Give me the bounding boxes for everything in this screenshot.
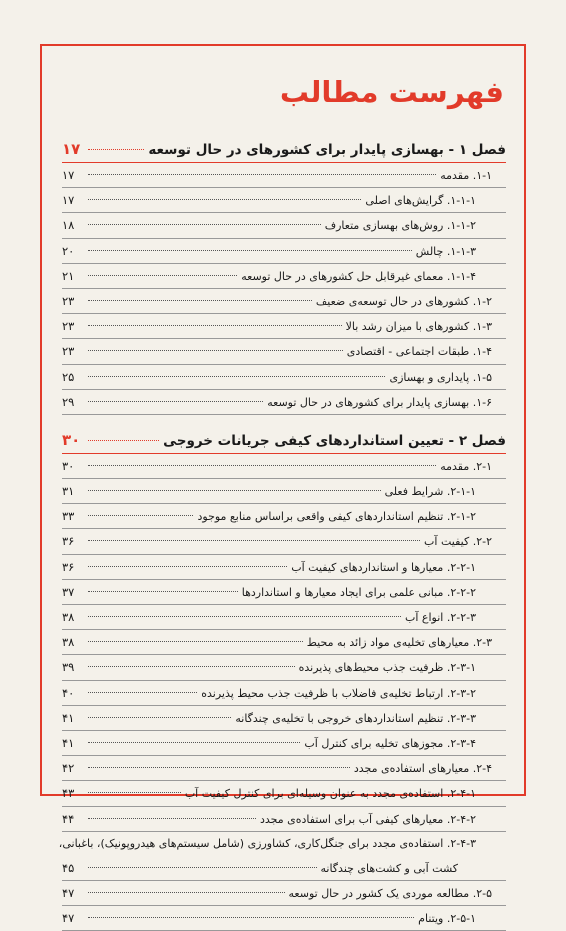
toc-entry-text: ۱-۳. کشورهای با میزان رشد بالا [345, 320, 492, 334]
toc-entry-text: ۱-۱-۳. چالش [415, 244, 476, 258]
toc-entry[interactable] [62, 681, 506, 706]
dot-leader [88, 591, 238, 592]
toc-entry-text: ۲-۴-۳. استفاده‌ی مجدد برای جنگل‌کاری، کشاورزی (شامل سیستم‌های هیدروپونیک)، باغبانی، [58, 836, 476, 850]
toc-entry-page-number: ۱۷ [62, 168, 75, 182]
toc-entry[interactable] [62, 239, 506, 264]
dot-leader [88, 892, 285, 893]
toc-entry[interactable] [62, 756, 506, 781]
toc-entry[interactable] [62, 529, 506, 554]
toc-entry-page-number: ۴۴ [62, 811, 75, 826]
toc-entry-text: ۲-۱-۱. شرایط فعلی [384, 485, 476, 499]
toc-entry[interactable] [62, 807, 506, 832]
toc-entry-page-number: ۲۳ [62, 293, 75, 308]
toc-entry-page-number: ۴۲ [62, 761, 75, 776]
toc-entry-text: ۲-۳-۳. تنظیم استانداردهای خروجی با تخلیه‌ی چندگانه [235, 711, 476, 725]
toc-entry[interactable] [62, 630, 506, 655]
toc-entry[interactable] [62, 706, 506, 731]
toc-entry-text: ۱-۱-۱. گرایش‌های اصلی [365, 194, 476, 208]
toc-entry[interactable] [62, 213, 506, 238]
toc-entry-text: ۲-۳. معیارهای تخلیه‌ی مواد زائد به محیط [306, 636, 492, 650]
toc-entry-text: ۲-۲-۲. مبانی علمی برای ایجاد معیارها و استانداردها [241, 585, 476, 599]
toc-entry-page-number: ۴۷ [62, 886, 75, 901]
toc-entry-page-number: ۴۷ [62, 911, 75, 926]
dot-leader [88, 742, 300, 743]
toc-entry-text: ۱-۱-۲. روش‌های بهسازی متعارف [324, 219, 476, 233]
toc-entry[interactable] [62, 856, 506, 881]
toc-entry-page-number: ۴۳ [62, 786, 75, 801]
toc-entry-text: ۲-۳-۱. ظرفیت جذب محیط‌های پذیرنده [298, 661, 476, 675]
toc-entry-text: ۲-۴-۱. استفاده‌ی مجدد به عنوان وسیله‌ای برای کنترل کیفیت آب [184, 787, 476, 801]
toc-entry-text: ۲-۴. معیارهای استفاده‌ی مجدد [353, 762, 492, 776]
dot-leader [88, 666, 295, 667]
toc-entry-text: ۲-۲. کیفیت آب [424, 535, 492, 549]
toc-entry-page-number: ۱۸ [62, 218, 75, 233]
dot-leader [88, 250, 412, 251]
dot-leader [88, 149, 144, 150]
toc-entry-text: ۲-۳-۲. ارتباط تخلیه‌ی فاضلاب با ظرفیت جذب محیط پذیرنده [201, 686, 476, 700]
toc-entry-page-number: ۴۱ [62, 710, 75, 725]
dot-leader [88, 616, 401, 617]
toc-entry-text: ۱-۵. پایداری و بهسازی [389, 370, 492, 384]
dot-leader [88, 401, 263, 402]
toc-entry-page-number: ۳۶ [62, 534, 75, 549]
toc-entry[interactable] [62, 781, 506, 806]
chapter-page-number: ۱۷ [62, 140, 81, 158]
toc-entry[interactable] [62, 605, 506, 630]
toc-title: فهرست مطالب [279, 75, 504, 109]
toc-entry-page-number: ۱۷ [62, 193, 75, 208]
toc-entry-page-number: ۲۱ [62, 268, 75, 283]
toc-entry[interactable] [62, 289, 506, 314]
toc-entry-text: ۲-۵. مطالعه موردی یک کشور در حال توسعه [288, 887, 492, 901]
toc-entry-page-number: ۳۱ [62, 484, 75, 499]
toc-entry-page-number: ۳۳ [62, 509, 75, 524]
toc-entry-text: ۲-۱-۲. تنظیم استانداردهای کیفی واقعی براساس منابع موجود [197, 510, 476, 524]
toc-entry[interactable] [62, 339, 506, 364]
chapter-title: فصل ۲ - تعیین استانداردهای کیفی جریانات خروجی [163, 432, 506, 449]
toc-entry[interactable] [62, 906, 506, 931]
toc-entry-text: ۲-۱. مقدمه [440, 459, 492, 473]
toc-entry[interactable] [62, 479, 506, 504]
chapter-heading[interactable] [62, 140, 506, 163]
dot-leader [88, 174, 436, 175]
toc-entry-page-number: ۴۱ [62, 735, 75, 750]
dot-leader [88, 376, 385, 377]
toc-entry-page-number: ۴۰ [62, 685, 75, 700]
toc-entry-page-number: ۴۵ [62, 860, 75, 875]
toc-entry[interactable] [62, 454, 506, 479]
dot-leader [88, 917, 414, 918]
dot-leader [88, 566, 287, 567]
toc-entry[interactable] [62, 881, 506, 906]
toc-entry-page-number: ۲۵ [62, 369, 75, 384]
toc-entry-page-number: ۲۰ [62, 243, 75, 258]
toc-entry[interactable] [62, 188, 506, 213]
toc-entry[interactable] [58, 832, 506, 856]
toc-entry[interactable] [62, 504, 506, 529]
dot-leader [88, 692, 197, 693]
dot-leader [88, 300, 312, 301]
toc-entry-text: ۱-۱-۴. معمای غیرقابل حل کشورهای در حال توسعه [241, 269, 476, 283]
dot-leader [88, 275, 237, 276]
toc-entry-text: ۲-۲-۱. معیارها و استانداردهای کیفیت آب [291, 560, 476, 574]
toc-entry-text: ۱-۴. طبقات اجتماعی - اقتصادی [346, 345, 492, 359]
dot-leader [88, 717, 231, 718]
dot-leader [88, 199, 361, 200]
dot-leader [88, 641, 303, 642]
toc-entry[interactable] [62, 314, 506, 339]
toc-entry[interactable] [62, 163, 506, 188]
toc-entry[interactable] [62, 580, 506, 605]
dot-leader [88, 224, 321, 225]
toc-entry-page-number: ۳۸ [62, 635, 75, 650]
toc-entry[interactable] [62, 731, 506, 756]
toc-entry-text: ۲-۳-۴. مجوزهای تخلیه برای کنترل آب [304, 736, 476, 750]
toc-entry[interactable] [62, 655, 506, 680]
toc-entry-text: ۲-۵-۱. ویتنام [418, 912, 476, 926]
toc-entry-text: ۱-۲. کشورهای در حال توسعه‌ی ضعیف [315, 294, 492, 308]
toc-entry-page-number: ۲۳ [62, 344, 75, 359]
toc-entry[interactable] [62, 390, 506, 415]
toc-content [58, 72, 506, 931]
dot-leader [88, 792, 181, 793]
toc-entry-page-number: ۲۹ [62, 394, 75, 409]
dot-leader [88, 465, 436, 466]
dot-leader [88, 540, 420, 541]
toc-entry-text: ۲-۴-۲. معیارهای کیفی آب برای استفاده‌ی مجدد [259, 812, 476, 826]
dot-leader [88, 325, 342, 326]
toc-entry-page-number: ۲۳ [62, 319, 75, 334]
dot-leader [88, 490, 381, 491]
chapter-heading[interactable] [62, 431, 506, 454]
toc-entry[interactable] [62, 365, 506, 390]
dot-leader [88, 867, 317, 868]
toc-list [58, 140, 506, 931]
chapter-title: فصل ۱ - بهسازی پایدار برای کشورهای در حال توسعه [148, 142, 506, 158]
toc-entry-text: ۱-۱. مقدمه [440, 169, 492, 182]
toc-entry[interactable] [62, 264, 506, 289]
toc-entry-text: ۲-۲-۳. انواع آب [405, 611, 476, 624]
toc-entry-text: کشت آبی و کشت‌های چندگانه [320, 861, 458, 875]
toc-entry-page-number: ۳۹ [62, 660, 75, 675]
chapter-gap [62, 415, 506, 431]
dot-leader [88, 515, 193, 516]
toc-entry-page-number: ۳۸ [62, 610, 75, 624]
chapter-page-number: ۳۰ [62, 430, 81, 449]
dot-leader [88, 350, 343, 351]
toc-entry-page-number: ۳۶ [62, 559, 75, 574]
toc-entry-text: ۱-۶. بهسازی پایدار برای کشورهای در حال توسعه [267, 395, 492, 409]
toc-entry-page-number: ۳۰ [62, 458, 75, 473]
toc-entry[interactable] [62, 555, 506, 580]
dot-leader [88, 767, 350, 768]
dot-leader [88, 440, 159, 441]
toc-entry-page-number: ۳۷ [62, 584, 75, 599]
